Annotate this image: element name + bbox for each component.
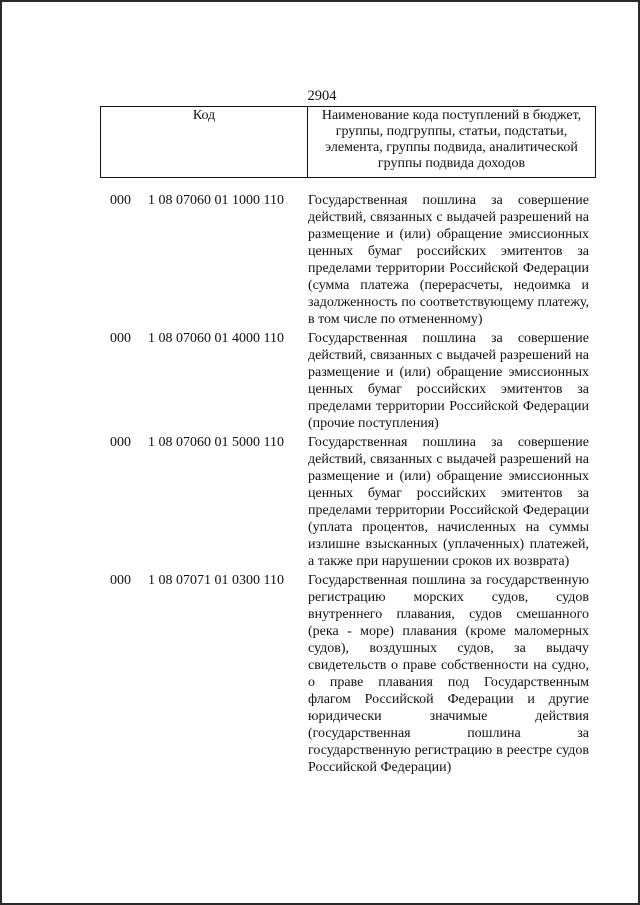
revenue-code: 1 08 07060 01 4000 110 bbox=[148, 331, 284, 346]
revenue-description: Государственная пошлина за совершение действий, связанных с выдачей разрешений на размещение и (или) обращение эмиссионных ценных бумаг российских эмитентов за пределами территории Российской Федерации (сумма платежа (перерасчеты, недоимка и задолженность по соответствующему платежу, в том числе по отмененному) bbox=[308, 193, 589, 327]
revenue-description: Государственная пошлина за совершение действий, связанных с выдачей разрешений на размещение и (или) обращение эмиссионных ценных бумаг российских эмитентов за пределами территории Российской Федерации (уплата процентов, начисленных на суммы излишне взысканных (уплаченных) платежей, а также при нарушении сроков их возврата) bbox=[308, 435, 589, 569]
revenue-description: Государственная пошлина за совершение действий, связанных с выдачей разрешений на размещение и (или) обращение эмиссионных ценных бумаг российских эмитентов за пределами территории Российской Федерации (прочие поступления) bbox=[308, 331, 589, 431]
revenue-code: 1 08 07071 01 0300 110 bbox=[148, 573, 284, 588]
admin-code: 000 bbox=[110, 573, 131, 588]
revenue-code: 1 08 07060 01 5000 110 bbox=[148, 435, 284, 450]
revenue-code-list bbox=[2, 192, 640, 778]
admin-code: 000 bbox=[110, 331, 131, 346]
revenue-description: Государственная пошлина за государственную регистрацию морских судов, судов внутреннего плавания, судов смешанного (река - море) плавания (кроме маломерных судов), воздушных судов, за выдачу свидетельств о праве собственности на судно, о праве плавания под Государственным флагом Российской Федерации и другие юридически значимые действия (государственная пошлина за государственную регистрацию в реестре судов Российской Федерации) bbox=[308, 573, 589, 775]
column-header-table bbox=[100, 106, 596, 178]
page-number: 2904 bbox=[307, 88, 337, 104]
header-code-cell: Код bbox=[101, 107, 308, 178]
table-row bbox=[2, 572, 640, 776]
header-row bbox=[101, 107, 596, 178]
table-row bbox=[2, 434, 640, 570]
header-name-cell: Наименование кода поступлений в бюджет, группы, подгруппы, статьи, подстатьи, элемента, группы подвида, аналитической группы подвида доходов bbox=[308, 107, 596, 178]
table-row bbox=[2, 330, 640, 432]
admin-code: 000 bbox=[110, 435, 131, 450]
revenue-code: 1 08 07060 01 1000 110 bbox=[148, 193, 284, 208]
table-row bbox=[2, 192, 640, 328]
admin-code: 000 bbox=[110, 193, 131, 208]
